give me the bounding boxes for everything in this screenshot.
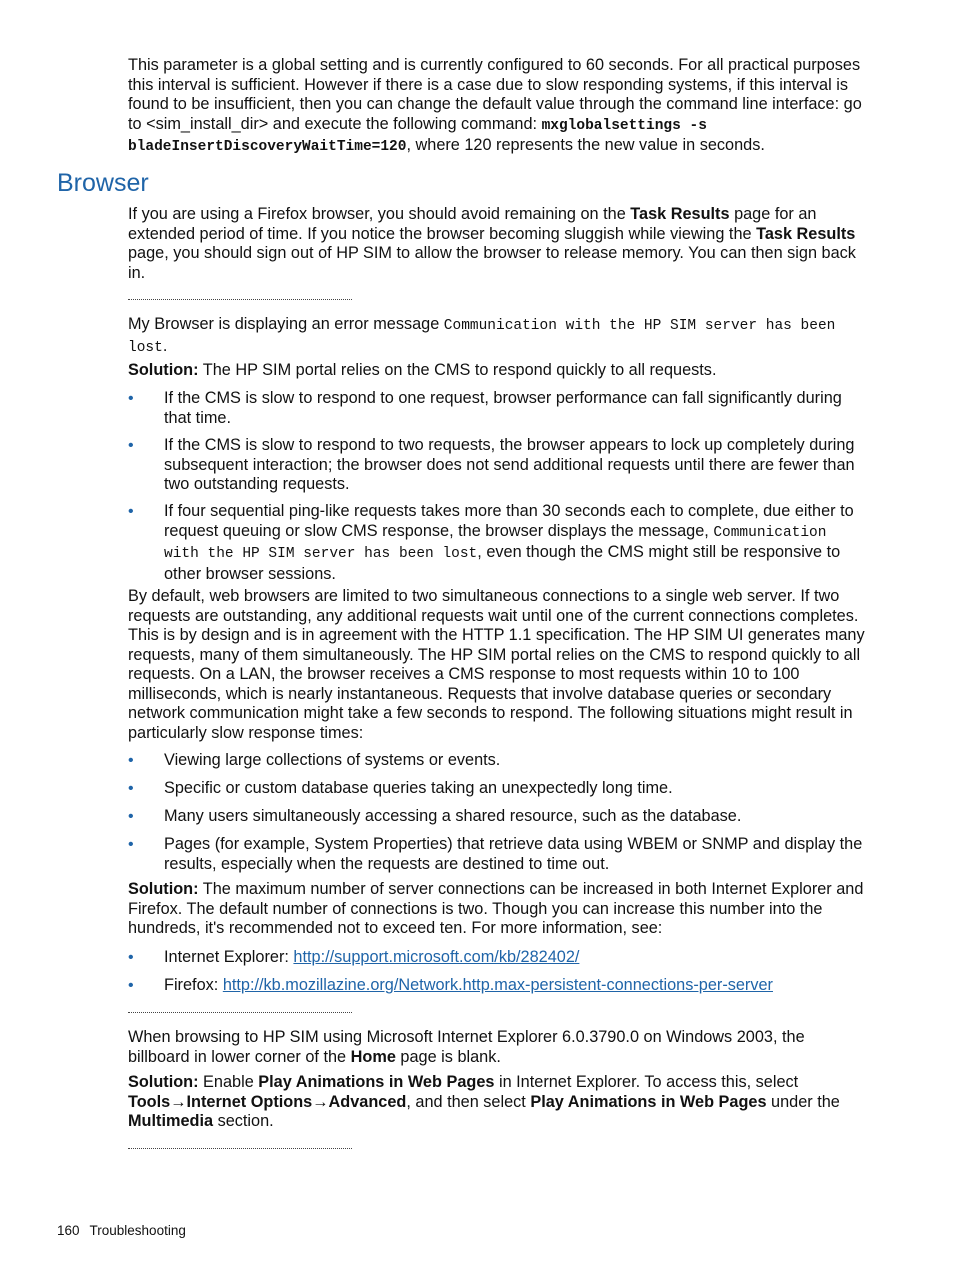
bullet-icon: •: [128, 437, 134, 454]
text-run: page is blank.: [395, 1047, 501, 1066]
separator-rule: [128, 1148, 352, 1149]
command-code: mxglobalsettings -s bladeInsertDiscoveryWaitTime=120: [128, 117, 707, 155]
text-run: The maximum number of server connections can be increased in both Internet Explorer and Firefox. The default number of connections is two. Though you can increase this number into the hundreds, it's recommended not to exceed ten. For more information, see:: [128, 880, 864, 937]
intro-text-end: , where 120 represents the new value in seconds.: [406, 136, 765, 154]
bullet-icon: •: [128, 390, 134, 407]
ui-term: Home: [350, 1047, 396, 1066]
page-footer: [57, 1223, 186, 1239]
text-run: page, you should sign out of HP SIM to allow the browser to release memory. You can then sign back in.: [128, 244, 856, 282]
ie-support-link[interactable]: http://support.microsoft.com/kb/282402/: [293, 948, 580, 966]
bullet-icon: •: [128, 752, 134, 769]
firefox-support-link[interactable]: http://kb.mozillazine.org/Network.http.max-persistent-connections-per-server: [222, 976, 773, 994]
list-item-text: Many users simultaneously accessing a shared resource, such as the database.: [164, 807, 742, 825]
text-run: My Browser is displaying an error message: [128, 315, 444, 333]
menu-arrow-icon: →: [312, 1092, 329, 1111]
bullet-icon: •: [128, 836, 134, 853]
link-label: Internet Explorer:: [164, 948, 294, 966]
issue-paragraph: [128, 1028, 868, 1067]
solution-paragraph: [128, 880, 868, 939]
text-run: If four sequential ping-like requests takes more than 30 seconds each to complete, due either to request queuing or slow CMS response, the browser displays the message,: [164, 502, 854, 540]
text-run: The HP SIM portal relies on the CMS to respond quickly to all requests.: [198, 361, 717, 379]
text-run: Enable: [198, 1073, 259, 1091]
ui-term: Play Animations in Web Pages: [530, 1092, 767, 1111]
issue-paragraph: [128, 315, 868, 358]
list-item-text: [164, 976, 868, 996]
ui-term: Internet Options: [186, 1092, 313, 1111]
bullet-icon: •: [128, 949, 134, 966]
list-item: [128, 779, 868, 799]
ui-term: Multimedia: [128, 1112, 214, 1130]
list-item: [128, 389, 868, 428]
ui-term: Tools: [128, 1092, 171, 1111]
text-run: When browsing to HP SIM using Microsoft Internet Explorer 6.0.3790.0 on Windows 2003, the billboard in lower corner of the: [128, 1028, 805, 1066]
bullet-icon: •: [128, 977, 134, 994]
list-item-text: Viewing large collections of systems or events.: [164, 751, 501, 769]
list-item-text: Specific or custom database queries taking an unexpectedly long time.: [164, 779, 673, 797]
list-item-text: [164, 948, 868, 968]
solution-paragraph: [128, 1073, 868, 1132]
section-title: Browser: [57, 169, 149, 197]
error-message-code: Communication with the HP SIM server has been lost: [128, 318, 836, 356]
text-run: , even though the CMS might still be responsive to other browser sessions.: [164, 543, 841, 583]
text-run: under the: [766, 1092, 840, 1111]
list-item-text: If the CMS is slow to respond to two requests, the browser appears to lock up completely during subsequent interaction; the browser does not send additional requests until there are fewer than two outstanding requests.: [164, 436, 855, 493]
menu-arrow-icon: →: [170, 1092, 187, 1111]
solution-label: Solution:: [128, 361, 199, 379]
list-item: [128, 807, 868, 827]
bullet-icon: •: [128, 503, 134, 520]
list-item: [128, 948, 868, 968]
separator-rule: [128, 1012, 352, 1013]
text-run: page for an extended period of time. If you notice the browser becoming sluggish while viewing the: [128, 205, 817, 243]
intro-paragraph: [128, 56, 868, 158]
text-run: in Internet Explorer. To access this, select: [494, 1073, 799, 1091]
separator-rule: [128, 299, 352, 300]
default-connections-paragraph: By default, web browsers are limited to two simultaneous connections to a single web server. If two requests are outstanding, any additional requests wait until one of the current connections completes. This is by design and is in agreement with the HTTP 1.1 specification. The HP SIM UI generates many requests, many of them simultaneously. The HP SIM portal relies on the CMS to respond quickly to all requests. On a LAN, the browser receives a CMS response to most requests within 10 to 100 milliseconds, which is nearly instantaneous. Requests that involve database queries or secondary network communication might take a few seconds to respond. The following situations might result in particularly slow response times:: [128, 587, 865, 742]
list-item-text: Pages (for example, System Properties) that retrieve data using WBEM or SNMP and display the results, especially when the requests are destined to time out.: [164, 835, 863, 873]
intro-text: This parameter is a global setting and is currently configured to 60 seconds. For all practical purposes this interval is sufficient. However if there is a case due to slow responding systems, if this interval is found to be insufficient, then you can change the default value through the command line interface: go to <sim_install_dir> and execute the following command:: [128, 56, 862, 133]
list-item: [128, 502, 868, 584]
list-item-text: [164, 502, 868, 584]
error-message-code: Communication with the HP SIM server has been lost: [164, 524, 827, 562]
text-run: section.: [213, 1112, 274, 1130]
solution-paragraph: [128, 361, 868, 381]
bullet-icon: •: [128, 808, 134, 825]
list-item-text: If the CMS is slow to respond to one request, browser performance can fall significantly during that time.: [164, 389, 842, 427]
firefox-paragraph: [128, 205, 868, 283]
footer-section-title: Troubleshooting: [89, 1223, 186, 1238]
text-run: .: [162, 336, 168, 355]
page-number: 160: [57, 1223, 80, 1238]
ui-term: Play Animations in Web Pages: [258, 1073, 495, 1091]
list-item: [128, 436, 868, 495]
text-run: , and then select: [406, 1092, 531, 1111]
ui-term: Task Results: [756, 224, 856, 243]
solution-label: Solution:: [128, 1073, 199, 1091]
list-item: [128, 835, 868, 874]
list-item: [128, 976, 868, 996]
text-run: If you are using a Firefox browser, you should avoid remaining on the: [128, 205, 631, 223]
solution-label: Solution:: [128, 880, 199, 898]
bullet-icon: •: [128, 780, 134, 797]
ui-term: Task Results: [630, 205, 730, 223]
list-item: [128, 751, 868, 771]
link-label: Firefox:: [164, 976, 223, 994]
ui-term: Advanced: [328, 1092, 407, 1111]
